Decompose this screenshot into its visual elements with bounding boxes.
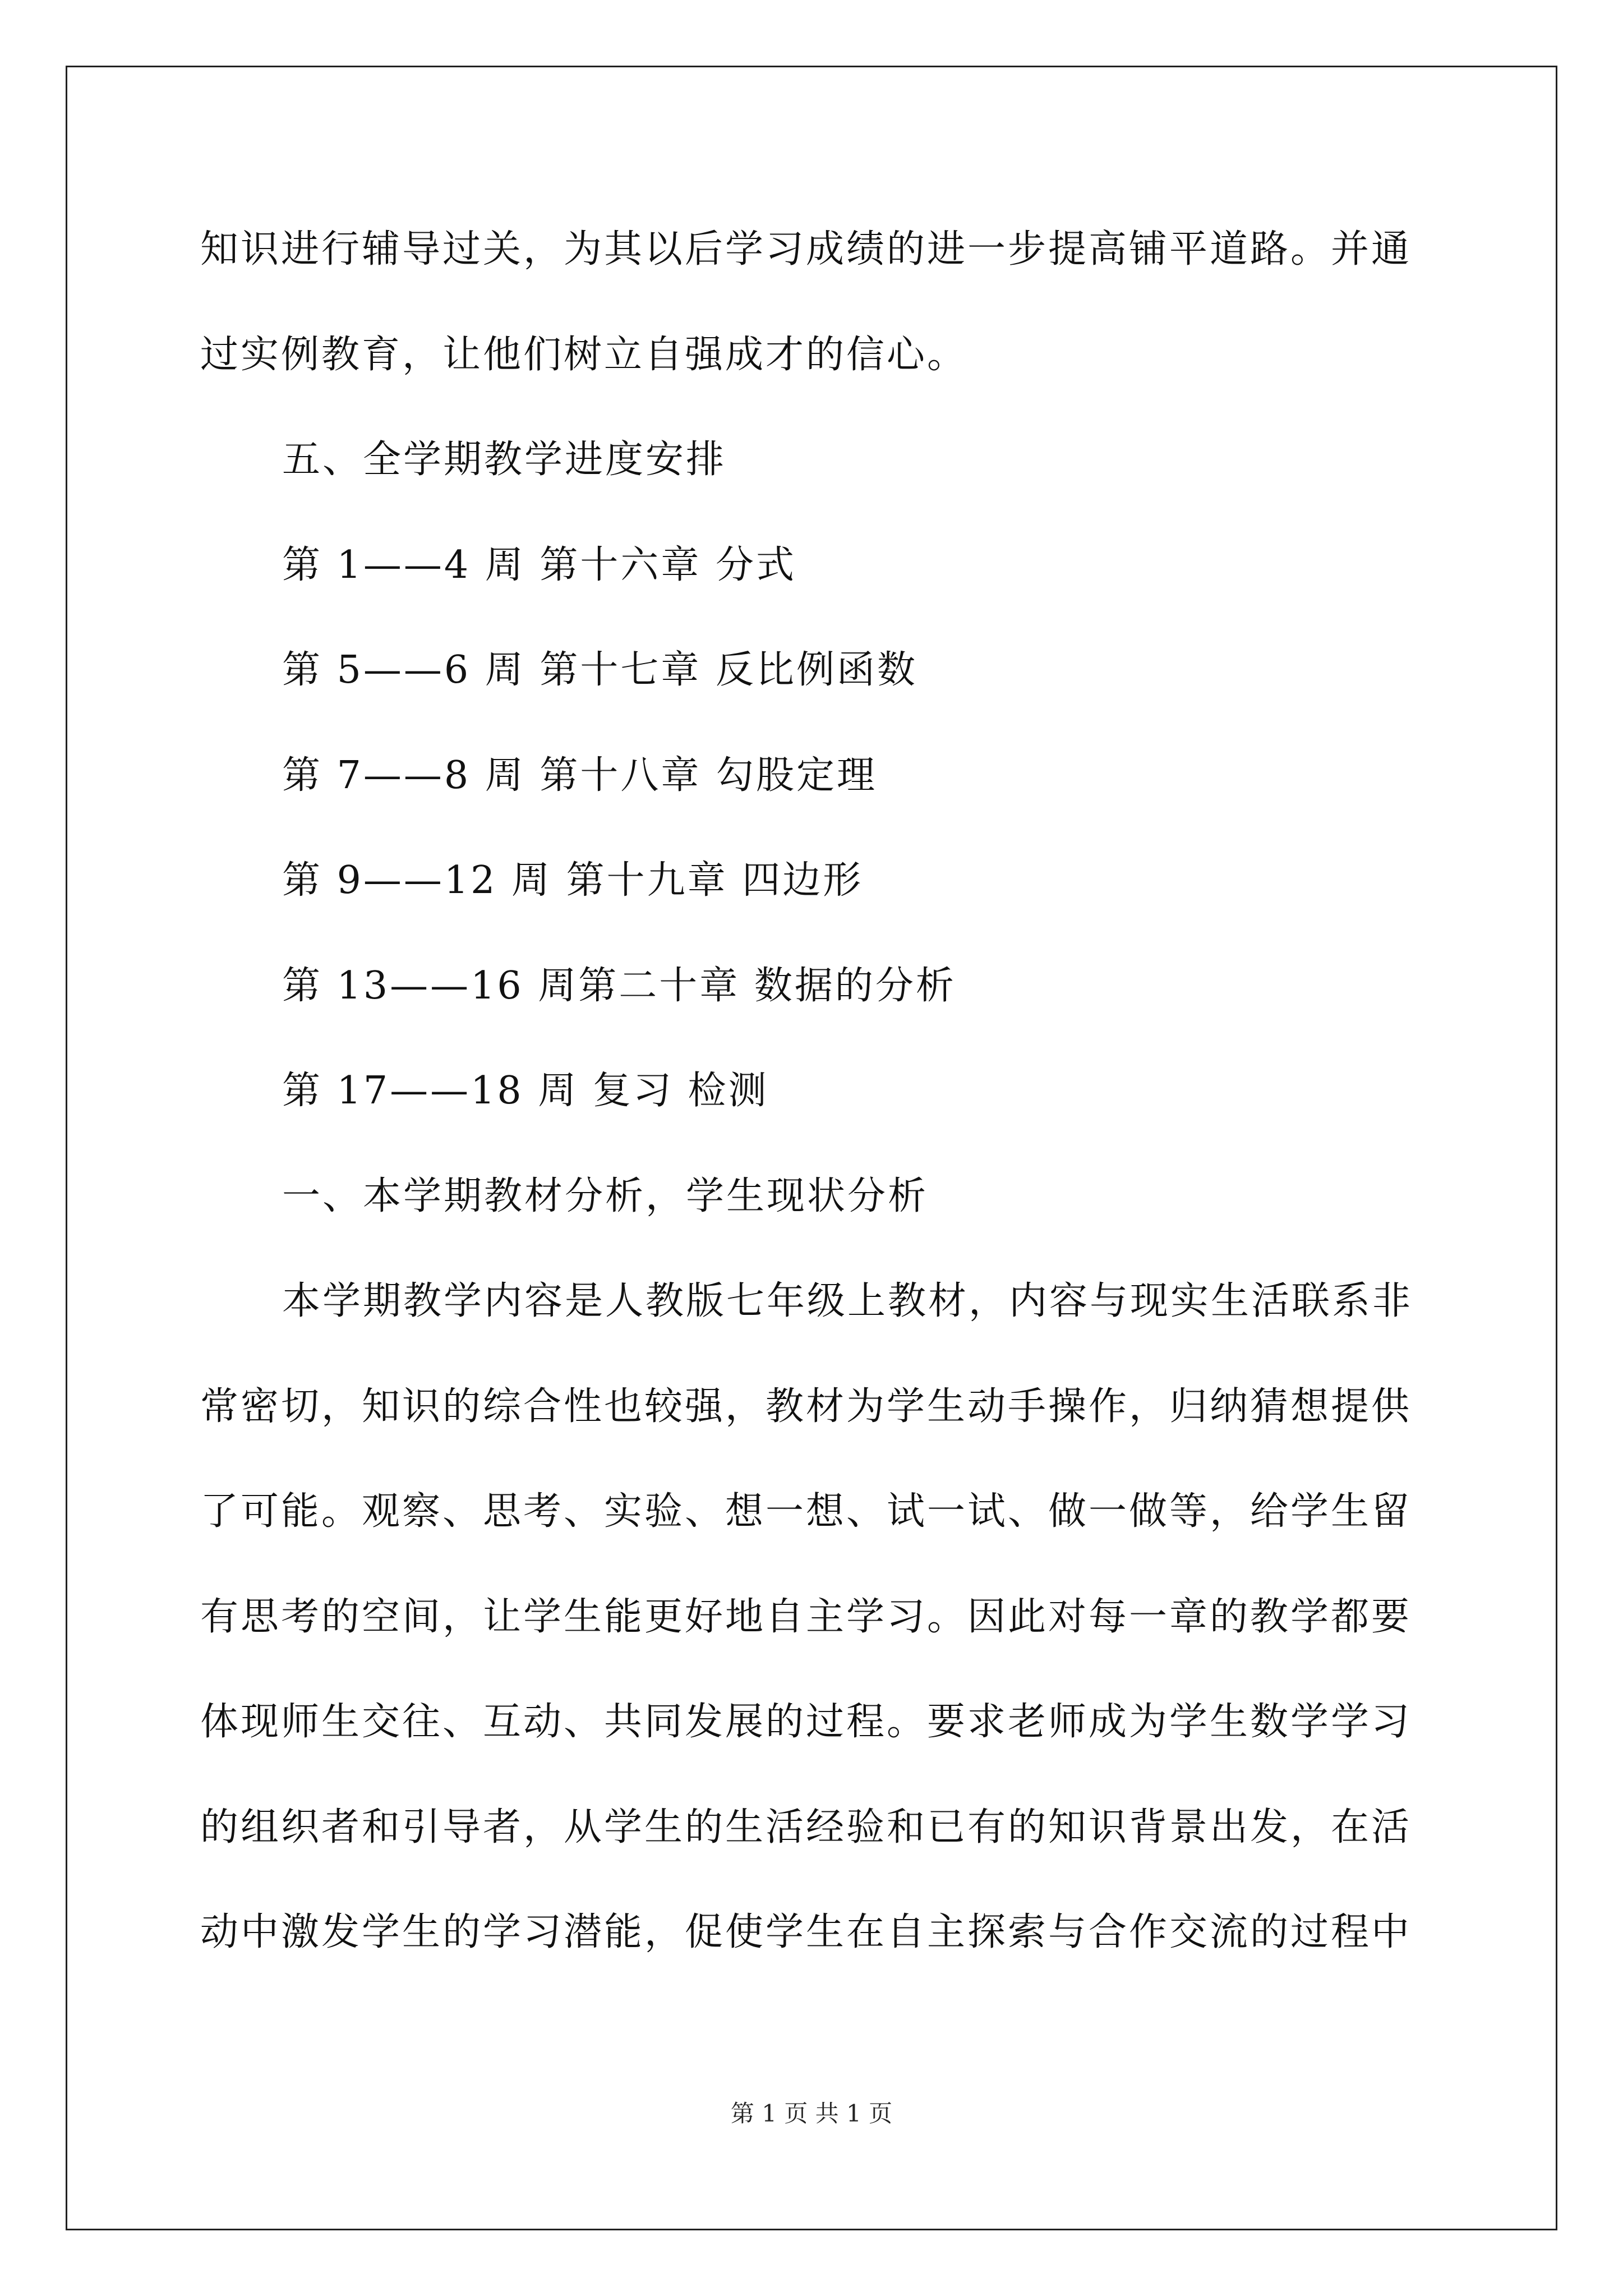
- text-line: 体现师生交往、互动、共同发展的过程。要求老师成为学生数学学习: [200, 1700, 1412, 1744]
- text-line: 的组织者和引导者，从学生的生活经验和已有的知识背景出发，在活: [200, 1805, 1412, 1849]
- page-border: [66, 66, 1557, 2230]
- schedule-item: 第 13——16 周第二十章 数据的分析: [282, 964, 956, 1008]
- text-line: 过实例教育，让他们树立自强成才的信心。: [200, 333, 968, 377]
- page-footer: 第 1 页 共 1 页: [730, 2100, 893, 2127]
- schedule-item: 第 5——6 周 第十七章 反比例函数: [282, 648, 917, 692]
- section-heading: 五、全学期教学进度安排: [282, 438, 727, 482]
- schedule-item: 第 9——12 周 第十九章 四边形: [282, 858, 864, 903]
- section-heading: 一、本学期教材分析，学生现状分析: [282, 1174, 929, 1218]
- text-line: 动中激发学生的学习潜能，促使学生在自主探索与合作交流的过程中: [200, 1910, 1412, 1954]
- text-line: 常密切，知识的综合性也较强，教材为学生动手操作，归纳猜想提供: [200, 1384, 1412, 1429]
- text-line: 有思考的空间，让学生能更好地自主学习。因此对每一章的教学都要: [200, 1595, 1412, 1639]
- schedule-item: 第 17——18 周 复习 检测: [282, 1069, 769, 1113]
- schedule-item: 第 1——4 周 第十六章 分式: [282, 543, 796, 587]
- schedule-item: 第 7——8 周 第十八章 勾股定理: [282, 753, 877, 798]
- text-line: 了可能。观察、思考、实验、想一想、试一试、做一做等，给学生留: [200, 1489, 1412, 1534]
- text-line: 本学期教学内容是人教版七年级上教材，内容与现实生活联系非: [282, 1279, 1413, 1323]
- text-line: 知识进行辅导过关，为其以后学习成绩的进一步提高铺平道路。并通: [200, 227, 1412, 272]
